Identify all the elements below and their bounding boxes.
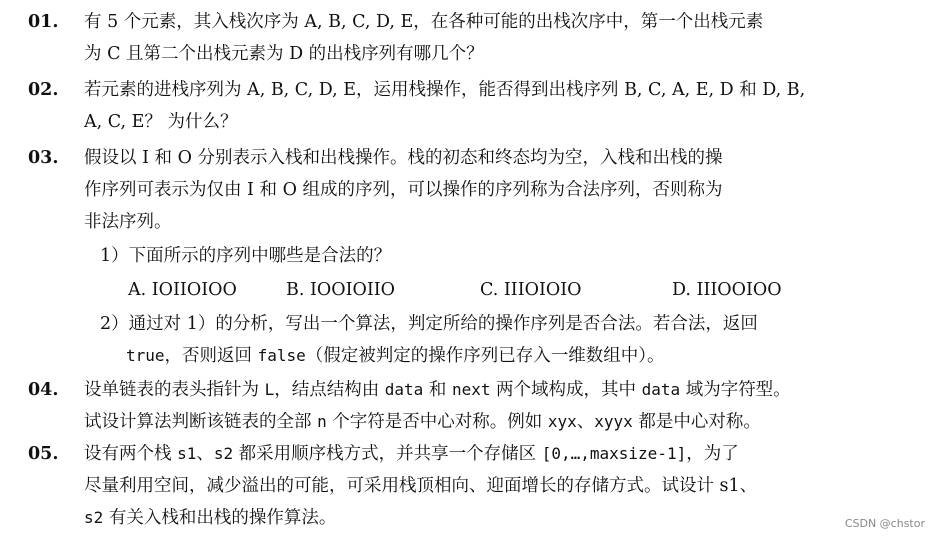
text-fragment: 都是中心对称。 — [632, 412, 761, 432]
question-text-line — [84, 502, 336, 534]
text-fragment: 都采用顺序栈方式，并共享一个存储区 — [233, 444, 542, 464]
question-04 — [28, 374, 918, 438]
question-number: 01. — [28, 12, 59, 32]
code-false: false — [257, 346, 306, 365]
text-fragment: 有关入栈和出栈的操作算法。 — [103, 508, 337, 528]
question-text-line — [84, 374, 791, 406]
code-fragment: xyyx — [594, 412, 633, 431]
code-fragment: data — [641, 380, 681, 399]
subquestion-2-line: 2）通过对 1）的分析，写出一个算法，判定所给的操作序列是否合法。若合法，返回 — [100, 314, 758, 334]
code-fragment: data — [384, 380, 424, 399]
text-fragment: 、 — [196, 444, 214, 464]
code-fragment: L — [264, 380, 275, 399]
code-fragment: [0,…,maxsize-1] — [541, 444, 687, 463]
question-text-line: A, C, E？ 为什么？ — [84, 112, 238, 132]
question-02 — [28, 74, 918, 138]
question-text-line — [84, 438, 739, 470]
text-fragment: 、 — [576, 412, 595, 432]
text-fragment: ，结点结构由 — [274, 380, 385, 400]
text-fragment: ，为了 — [686, 444, 739, 464]
text-fragment: 试设计算法判断该链表的全部 — [84, 412, 318, 432]
question-03 — [28, 142, 918, 374]
text-fragment: 设单链表的表头指针为 — [84, 380, 265, 400]
question-01 — [28, 6, 918, 70]
question-text-line: 非法序列。 — [84, 212, 172, 232]
option-c: C. IIIOIOIO — [480, 280, 582, 300]
code-fragment: s1 — [177, 444, 197, 463]
code-fragment: s2 — [84, 508, 104, 527]
text-fragment: 设有两个栈 — [84, 444, 178, 464]
code-fragment: xyx — [547, 412, 577, 431]
code-fragment: n — [317, 412, 327, 431]
option-b: B. IOOIOIIO — [286, 280, 396, 300]
text-fragment: （假定被判定的操作序列已存入一维数组中）。 — [305, 346, 665, 366]
question-text-line: 尽量利用空间，减少溢出的可能，可采用栈顶相向、迎面增长的存储方式。试设计 s1、 — [84, 476, 758, 496]
watermark: CSDN @chstor — [844, 517, 925, 530]
question-text-line: 假设以 I 和 O 分别表示入栈和出栈操作。栈的初态和终态均为空，入栈和出栈的操 — [84, 148, 723, 168]
text-fragment: ，否则返回 — [164, 346, 258, 366]
subquestion-1: 1）下面所示的序列中哪些是合法的？ — [100, 246, 392, 266]
subquestion-2-line — [126, 340, 665, 372]
option-d: D. IIIOOIOO — [672, 280, 782, 300]
text-fragment: 域为字符型。 — [680, 380, 791, 400]
question-number: 04. — [28, 380, 59, 400]
code-fragment: next — [451, 380, 491, 399]
text-fragment: 和 — [423, 380, 452, 400]
question-text-line: 若元素的进栈序列为 A, B, C, D, E，运用栈操作，能否得到出栈序列 B, C, A, E, D 和 D, B, — [84, 80, 806, 100]
text-fragment: 两个域构成，其中 — [490, 380, 642, 400]
code-fragment: s2 — [213, 444, 234, 463]
question-text-line — [84, 406, 761, 438]
question-05 — [28, 438, 918, 534]
question-number: 02. — [28, 80, 59, 100]
text-fragment: 个字符是否中心对称。例如 — [326, 412, 548, 432]
question-text-line: 作序列可表示为仅由 I 和 O 组成的序列，可以操作的序列称为合法序列，否则称为 — [84, 180, 723, 200]
question-text-line: 为 C 且第二个出栈元素为 D 的出栈序列有哪几个？ — [84, 44, 484, 64]
code-true: true — [126, 346, 165, 365]
question-text-line: 有 5 个元素，其入栈次序为 A, B, C, D, E，在各种可能的出栈次序中，第一个出栈元素 — [84, 12, 764, 32]
question-number: 05. — [28, 444, 59, 464]
question-number: 03. — [28, 148, 59, 168]
option-a: A. IOIIOIOO — [128, 280, 237, 300]
